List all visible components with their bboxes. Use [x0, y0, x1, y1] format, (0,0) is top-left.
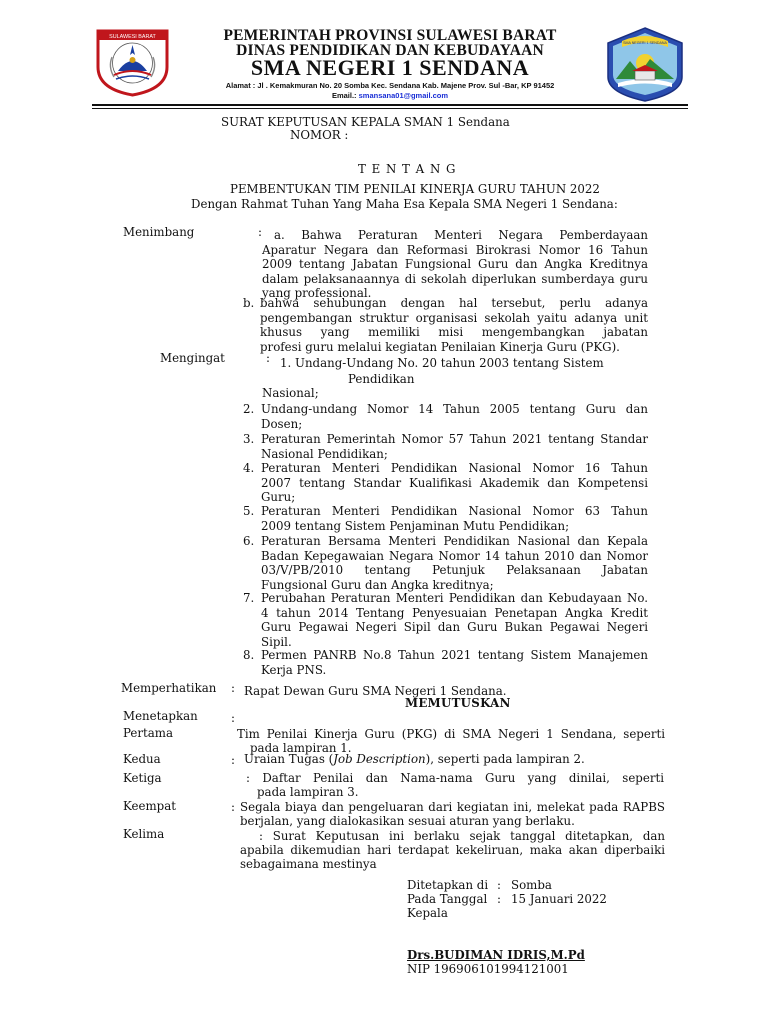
menetapkan-colon: : [231, 711, 235, 725]
kedua-label: Kedua [123, 752, 161, 766]
mengingat-item [261, 648, 648, 677]
tanggal-label: Pada Tanggal [407, 892, 488, 906]
kedua-colon: : [231, 753, 235, 767]
menimbang-b-line: bahwa sehubungan dengan hal tersebut, perlu adanya [260, 296, 648, 310]
kedua-text-pre: Uraian Tugas ( [244, 752, 334, 766]
mengingat-item [261, 432, 648, 461]
header-rule-thin [92, 108, 688, 109]
ditetapkan-label: Ditetapkan di [407, 878, 489, 892]
decree-intro: Dengan Rahmat Tuhan Yang Maha Esa Kepala SMA Negeri 1 Sendana: [191, 197, 618, 211]
ketiga-line2: pada lampiran 3. [257, 785, 359, 799]
ditetapkan-colon: : [497, 878, 501, 892]
sulawesi-barat-crest-icon [90, 27, 175, 97]
memperhatikan-text: Rapat Dewan Guru SMA Negeri 1 Sendana. [244, 684, 507, 698]
menimbang-a-line: 2009 tentang Jabatan Fungsional Guru dan Angka Kreditnya [262, 257, 648, 271]
ketiga-label: Ketiga [123, 771, 162, 785]
mengingat-item [261, 402, 648, 431]
keempat-label: Keempat [123, 799, 176, 813]
memutuskan-heading: MEMUTUSKAN [405, 696, 511, 710]
header-school-name: SMA NEGERI 1 SENDANA [250, 55, 530, 80]
mengingat-item-line: Sipil. [261, 634, 292, 649]
mengingat-item-line: Dosen; [261, 416, 303, 431]
kedua-text-post: ), seperti pada lampiran 2. [425, 752, 585, 766]
header-email-line [170, 91, 610, 100]
mengingat-item-line: Nasional Pendidikan; [261, 446, 388, 461]
tanggal-value: 15 Januari 2022 [511, 892, 607, 906]
mengingat-item-line: Guru Pegawai Negeri Sipil dan Guru Bukan Pegawai Negeri [261, 620, 648, 634]
mengingat-item-line: Undang-undang Nomor 14 Tahun 2005 tentang Guru dan [261, 402, 648, 416]
keempat-line1: Segala biaya dan pengeluaran dari kegiatan ini, melekat pada RAPBS [240, 800, 665, 814]
mengingat-item [261, 591, 648, 649]
decree-subject: PEMBENTUKAN TIM PENILAI KINERJA GURU TAHUN 2022 [230, 182, 600, 196]
email-label: Email.: [331, 91, 357, 100]
menimbang-point-a [262, 228, 648, 301]
crest-label: SULAWESI BARAT [109, 34, 156, 40]
menimbang-a-line: yang professional. [262, 286, 372, 300]
kedua-text [244, 752, 585, 767]
mengingat-item [261, 504, 648, 533]
kedua-text-italic: Job Description [333, 752, 426, 766]
mengingat-item-line: Permen PANRB No.8 Tahun 2021 tentang Sistem Manajemen [261, 648, 648, 662]
pertama-line2: pada lampiran 1. [250, 741, 352, 755]
mengingat-item-number: 2. [243, 402, 255, 416]
menimbang-a-line: dalam pelaksanaannya di sekolah diperlukan sumberdaya guru [262, 271, 648, 286]
mengingat-item-line: 2007 tentang Standar Kualifikasi Akademik dan Kompetensi [261, 475, 648, 490]
mengingat-item1-line3: Nasional; [262, 386, 319, 400]
school-emblem-icon [602, 25, 688, 103]
mengingat-item1-line2: Pendidikan [348, 372, 415, 386]
kelima-label: Kelima [123, 827, 165, 841]
mengingat-item-line: Kerja PNS. [261, 662, 327, 677]
mengingat-item-number: 6. [243, 534, 255, 548]
pertama-line1: Tim Penilai Kinerja Guru (PKG) di SMA Negeri 1 Sendana, seperti [237, 727, 665, 741]
mengingat-item-line: Fungsional Guru dan Angka kreditnya; [261, 577, 494, 592]
mengingat-item-line: Guru; [261, 490, 296, 504]
menimbang-b-line: khusus yang memiliki misi mengembangkan jabatan [260, 325, 648, 339]
mengingat-item-line: Badan Kepegawaian Negara Nomor 14 tahun 2010 dan Nomor [261, 548, 648, 563]
memperhatikan-label: Memperhatikan [121, 681, 217, 695]
menimbang-b-marker: b. [243, 296, 255, 310]
menimbang-b-line: pengembangan struktur organisasi sekolah yaitu adanya unit [260, 310, 648, 325]
decree-number: NOMOR : [290, 128, 349, 142]
signatory-position: Kepala [407, 906, 448, 920]
memperhatikan-colon: : [231, 681, 235, 695]
menetapkan-label: Menetapkan [123, 709, 198, 723]
header-department: DINAS PENDIDIKAN DAN KEBUDAYAAN [236, 42, 544, 59]
mengingat-label: Mengingat [160, 351, 225, 365]
decree-title: SURAT KEPUTUSAN KEPALA SMAN 1 Sendana [221, 115, 510, 129]
mengingat-item1-line1: 1. Undang-Undang No. 20 tahun 2003 tentang Sistem [280, 356, 604, 370]
mengingat-item-line: Perubahan Peraturan Menteri Pendidikan dan Kebudayaan No. [261, 591, 648, 605]
pertama-label: Pertama [123, 726, 174, 740]
signatory-nip: NIP 196906101994121001 [407, 962, 569, 976]
mengingat-item-number: 4. [243, 461, 255, 475]
mengingat-item-number: 3. [243, 432, 255, 446]
mengingat-item-line: Peraturan Bersama Menteri Pendidikan Nasional dan Kepala [261, 534, 648, 548]
mengingat-item-number: 7. [243, 591, 255, 605]
kelima-line1: : Surat Keputusan ini berlaku sejak tanggal ditetapkan, dan [259, 829, 665, 843]
tanggal-colon: : [497, 892, 501, 906]
mengingat-item-line: 4 tahun 2014 Tentang Penyesuaian Penetapan Angka Kredit [261, 605, 648, 620]
kelima-line2: apabila dikemudian hari terdapat kekeliruan, maka akan diperbaiki [240, 843, 665, 857]
header-rule-thick [92, 104, 688, 106]
ketiga-line1: : Daftar Penilai dan Nama-nama Guru yang dinilai, seperti [246, 771, 664, 785]
menimbang-colon: : [258, 225, 262, 239]
mengingat-item-line: 2009 tentang Sistem Penjaminan Mutu Pendidikan; [261, 518, 570, 533]
emblem-label: SMA NEGERI 1 SENDANA [623, 41, 667, 45]
mengingat-item-line: Peraturan Pemerintah Nomor 57 Tahun 2021 tentang Standar [261, 432, 648, 446]
mengingat-item [261, 534, 648, 592]
keempat-colon: : [231, 800, 235, 814]
mengingat-item-line: 03/V/PB/2010 tentang Petunjuk Pelaksanaan Jabatan [261, 563, 648, 577]
mengingat-item-line: Peraturan Menteri Pendidikan Nasional Nomor 63 Tahun [261, 504, 648, 518]
menimbang-label: Menimbang [123, 225, 195, 239]
signatory-name: Drs.BUDIMAN IDRIS,M.Pd [407, 948, 585, 962]
keempat-line2: berjalan, yang dialokasikan sesuai aturan yang berlaku. [240, 814, 575, 828]
mengingat-item-number: 8. [243, 648, 255, 662]
menimbang-b-line: profesi guru melalui kegiatan Penilaian Kinerja Guru (PKG). [260, 339, 620, 354]
header-address: Alamat : Jl . Kemakmuran No. 20 Somba Kec. Sendana Kab. Majene Prov. Sul -Bar, KP 91452 [225, 81, 555, 90]
ditetapkan-value: Somba [511, 878, 552, 892]
menimbang-a-line: Aparatur Negara dan Reformasi Birokrasi Nomor 16 Tahun [262, 242, 648, 257]
mengingat-item-number: 5. [243, 504, 255, 518]
menimbang-a-line: a. Bahwa Peraturan Menteri Negara Pemberdayaan [274, 228, 648, 242]
email-link[interactable]: smansana01@gmail.com [358, 91, 449, 100]
mengingat-item-line: Peraturan Menteri Pendidikan Nasional Nomor 16 Tahun [261, 461, 648, 475]
header-government: PEMERINTAH PROVINSI SULAWESI BARAT [223, 27, 557, 44]
kelima-line3: sebagaimana mestinya [240, 857, 377, 871]
mengingat-item [261, 461, 648, 505]
menimbang-point-b [260, 296, 648, 354]
tentang-heading: T E N T A N G [358, 162, 457, 176]
mengingat-colon: : [266, 351, 270, 365]
